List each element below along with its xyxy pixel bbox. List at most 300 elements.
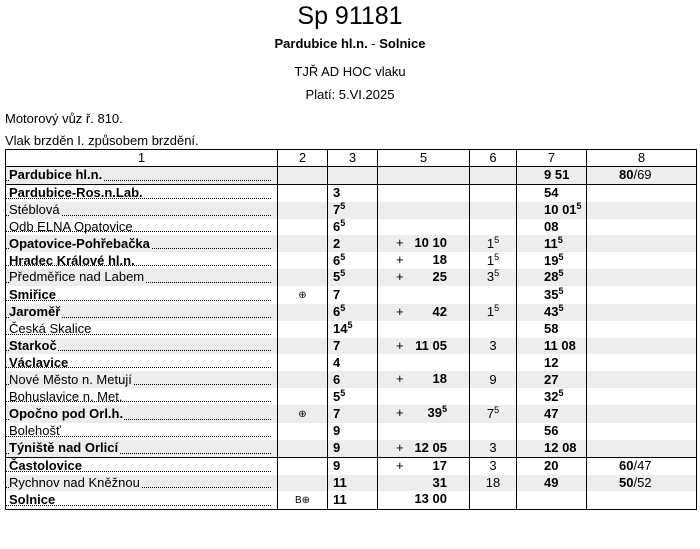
arrival-time [433,458,447,474]
arrival-time-value: 25 [432,269,447,285]
arrival-cell [378,286,470,304]
running-time-cell [328,457,378,474]
departure-cell [517,371,587,388]
speed-limit: 50 [619,474,634,490]
running-time: 6 [333,304,341,320]
arrival-time-value: 11 05 [415,337,447,353]
departure-time: 11 08 [544,338,576,354]
running-time-fraction: 5 [340,252,346,262]
stop-time: 18 [485,474,501,490]
station-symbol-icon: ⊕ [298,408,307,420]
stop-time-fraction: 5 [494,235,500,245]
arrival-cell [378,235,470,252]
departure-cell [517,235,587,252]
arrival-time-fraction: 5 [441,404,447,414]
stop-time-cell [470,475,517,492]
station-name: Pardubice-Ros.n.Lab. [9,185,143,201]
arrival-time-value: 13 00 [414,491,447,507]
departure-cell [517,304,587,321]
table-row [6,286,697,304]
departure-time: 43 [544,304,559,320]
running-time-cell [328,286,378,304]
symbol-cell [278,202,328,219]
departure-time: 20 [544,458,559,474]
station-cell [6,269,278,286]
table-row [6,167,697,185]
station-name: Starkoč [9,338,57,354]
running-time-cell [328,475,378,492]
running-time: 14 [333,321,348,337]
running-time-fraction: 5 [340,388,346,398]
stop-time-cell [470,321,517,338]
arrival-cell [378,184,470,201]
departure-time-fraction: 5 [576,201,582,212]
departure-time-fraction: 5 [558,388,564,398]
arrival-time [433,252,447,268]
departure-cell [517,405,587,423]
station-name: Odb ELNA Opatovice [9,218,133,234]
vehicle-note: Motorový vůz ř. 810. [5,111,123,126]
speed-cell [587,235,697,252]
departure-cell [517,286,587,304]
stop-time-fraction: 5 [494,404,500,415]
departure-time: 08 [544,218,559,234]
speed-cell [587,252,697,269]
symbol-cell [278,219,328,236]
running-time: 4 [333,354,341,370]
speed-cell [587,286,697,304]
departure-time-fraction: 5 [558,269,564,279]
speed-limit-secondary: /47 [633,458,652,474]
departure-cell [517,388,587,405]
symbol-cell [278,423,328,440]
arrival-time [414,491,447,507]
running-time: 6 [333,218,341,234]
timetable [5,149,697,510]
arrival-time [433,371,447,387]
route-separator: - [367,36,380,51]
running-time-fraction: 5 [340,269,346,279]
departure-time: 10 01 [544,202,577,218]
stop-time: 7 [486,405,495,421]
table-row [6,475,697,492]
stop-time: 3 [489,338,497,354]
speed-cell [587,219,697,236]
departure-cell [517,202,587,219]
arrival-time [414,235,447,251]
station-name: Pardubice hl.n. [9,167,103,183]
validity-date: Platí: 5.VI.2025 [305,87,395,102]
arrival-sign: + [396,252,404,268]
stop-time: 9 [489,371,497,387]
arrival-sign: + [396,457,404,473]
arrival-sign: + [396,303,404,319]
arrival-time-value: 10 10 [414,235,447,251]
departure-cell [517,321,587,338]
running-time-cell [328,202,378,219]
running-time-cell [328,440,378,457]
arrival-time-value: 12 05 [414,439,447,455]
running-time-cell [328,321,378,338]
speed-cell [587,338,697,355]
running-time: 5 [333,388,341,404]
station-name: Nové Město n. Metují [9,371,132,387]
departure-cell [517,338,587,355]
station-name: Česká Skalice [9,321,92,337]
speed-cell [587,354,697,371]
stop-time-cell [470,338,517,355]
table-row [6,388,697,405]
symbol-cell [278,321,328,338]
col-header: 8 [587,150,697,167]
table-row [6,321,697,338]
running-time-cell [328,491,378,510]
station-cell [6,304,278,321]
station-cell [6,286,278,304]
timetable-body [6,167,697,510]
departure-time-fraction: 5 [557,235,563,245]
stop-time-cell [470,219,517,236]
stop-time-cell [470,235,517,252]
stop-time-cell [470,304,517,321]
arrival-time [414,440,447,456]
running-time-cell [328,167,378,185]
symbol-cell [278,167,328,185]
departure-cell [517,252,587,269]
speed-cell [587,269,697,286]
col-header: 3 [328,150,378,167]
speed-limit-secondary: /52 [633,474,652,490]
arrival-cell [378,219,470,236]
symbol-cell [278,184,328,201]
station-cell [6,235,278,252]
station-cell [6,184,278,201]
station-name: Častolovice [9,458,82,474]
symbol-cell [278,286,328,304]
speed-cell [587,405,697,423]
departure-cell [517,440,587,457]
station-name: Jaroměř [9,304,61,320]
table-row [6,184,697,201]
stop-time-cell [470,423,517,440]
stop-time-cell [470,440,517,457]
arrival-time-value: 17 [432,457,447,473]
departure-time: 54 [544,185,559,201]
departure-cell [517,167,587,185]
symbol-cell [278,405,328,423]
arrival-time-value: 39 [427,404,442,420]
running-time: 7 [333,338,341,354]
stop-time-cell [470,405,517,423]
departure-cell [517,184,587,201]
departure-time: 49 [544,474,559,490]
speed-limit-secondary: /69 [633,167,652,183]
arrival-cell [378,338,470,355]
braking-note: Vlak brzděn I. způsobem brzdění. [5,133,199,148]
arrival-cell [378,167,470,185]
table-row [6,354,697,371]
stop-time-cell [470,269,517,286]
station-cell [6,167,278,185]
running-time-cell [328,184,378,201]
departure-time-fraction: 5 [558,252,564,262]
running-time-cell [328,235,378,252]
departure-cell [517,354,587,371]
station-name: Solnice [9,492,56,508]
station-name: Václavice [9,354,69,370]
stop-time: 1 [486,304,495,320]
station-cell [6,457,278,474]
arrival-sign: + [396,269,404,285]
arrival-cell [378,457,470,474]
timetable-type: TJŘ AD HOC vlaku [294,64,406,79]
speed-cell [587,304,697,321]
stop-time-cell [470,167,517,185]
running-time-fraction: 5 [340,218,346,228]
station-cell [6,475,278,492]
arrival-sign: + [396,337,404,353]
arrival-time [433,304,447,320]
stop-time: 1 [486,252,495,268]
departure-time: 32 [544,388,559,404]
departure-cell [517,491,587,510]
station-cell [6,423,278,440]
station-name: Bolehošť [9,423,61,439]
speed-cell [587,321,697,338]
stop-time-cell [470,184,517,201]
departure-time-fraction: 5 [558,303,564,314]
header-row [6,150,697,167]
route-from: Pardubice hl.n. [274,36,368,51]
station-cell [6,405,278,423]
departure-time-fraction: 5 [558,285,564,296]
departure-time: 58 [544,321,559,337]
arrival-cell [378,354,470,371]
running-time: 2 [333,235,341,251]
table-row [6,269,697,286]
symbol-cell [278,440,328,457]
symbol-cell [278,475,328,492]
arrival-time-value: 42 [432,303,447,319]
symbol-cell [278,338,328,355]
running-time: 6 [333,252,341,268]
speed-cell [587,184,697,201]
running-time: 6 [333,371,341,387]
running-time-cell [328,252,378,269]
arrival-cell [378,304,470,321]
stop-time-cell [470,457,517,474]
stop-time-cell [470,491,517,510]
station-cell [6,219,278,236]
running-time: 7 [333,405,341,421]
arrival-cell [378,388,470,405]
station-name: Bohuslavice n. Met. [9,388,123,404]
arrival-cell [378,440,470,457]
station-cell [6,371,278,388]
symbol-cell [278,457,328,474]
speed-cell [587,202,697,219]
running-time-fraction: 5 [347,320,353,331]
station-cell [6,388,278,405]
departure-time: 47 [544,405,559,421]
symbol-cell [278,252,328,269]
running-time: 7 [333,286,341,302]
departure-cell [517,219,587,236]
running-time-fraction: 5 [340,303,346,314]
table-row [6,304,697,321]
speed-cell [587,371,697,388]
stop-time-fraction: 5 [494,269,500,279]
arrival-cell [378,269,470,286]
table-row [6,338,697,355]
stop-time: 3 [486,269,495,285]
arrival-time [433,475,447,491]
table-row [6,202,697,219]
symbol-cell [278,388,328,405]
train-route [0,36,700,51]
speed-cell [587,167,697,185]
departure-cell [517,423,587,440]
table-row [6,235,697,252]
col-header: 5 [378,150,470,167]
speed-cell [587,457,697,474]
running-time-cell [328,269,378,286]
route-to: Solnice [379,36,426,51]
arrival-cell [378,321,470,338]
departure-time: 35 [544,286,559,302]
running-time-cell [328,371,378,388]
arrival-cell [378,252,470,269]
running-time-cell [328,338,378,355]
station-name: Stéblová [9,202,60,218]
symbol-cell [278,371,328,388]
departure-time: 28 [544,269,559,285]
train-number: Sp 91181 [297,2,403,30]
arrival-time [433,269,447,285]
table-row [6,423,697,440]
stop-time-cell [470,202,517,219]
arrival-time [415,338,447,354]
arrival-time-value: 31 [432,474,447,490]
departure-time: 9 51 [544,167,570,183]
arrival-time-value: 18 [432,371,447,387]
speed-limit: 60 [619,458,634,474]
running-time: 11 [333,474,347,490]
station-cell [6,338,278,355]
stop-time-cell [470,286,517,304]
symbol-cell [278,354,328,371]
station-name: Smiřice [9,286,56,302]
station-cell [6,354,278,371]
arrival-sign: + [396,439,404,455]
table-row [6,491,697,510]
running-time: 3 [333,185,341,201]
departure-cell [517,475,587,492]
running-time: 9 [333,458,341,474]
arrival-cell [378,475,470,492]
speed-cell [587,440,697,457]
table-row [6,405,697,423]
departure-time: 19 [544,252,559,268]
running-time-fraction: 5 [340,201,346,212]
stop-time-cell [470,371,517,388]
running-time-cell [328,304,378,321]
speed-cell [587,475,697,492]
running-time: 7 [333,202,341,218]
running-time: 11 [333,492,347,508]
station-cell [6,440,278,457]
station-cell [6,491,278,510]
arrival-time-value: 18 [432,252,447,268]
station-name: Opatovice-Pohřebačka [9,235,150,251]
arrival-cell [378,423,470,440]
station-cell [6,321,278,338]
table-row [6,457,697,474]
symbol-cell [278,304,328,321]
table-row [6,219,697,236]
col-header: 7 [517,150,587,167]
running-time-cell [328,405,378,423]
table-row [6,440,697,457]
departure-time: 12 [544,354,559,370]
station-name: Opočno pod Orl.h. [9,405,124,421]
running-time-cell [328,388,378,405]
running-time-cell [328,354,378,371]
col-header: 2 [278,150,328,167]
arrival-cell [378,202,470,219]
departure-time: 11 [544,235,558,251]
station-symbol-icon: B⊕ [294,495,311,507]
table-row [6,371,697,388]
speed-cell [587,491,697,510]
col-header: 6 [470,150,517,167]
arrival-sign: + [396,371,404,387]
departure-cell [517,269,587,286]
stop-time-cell [470,354,517,371]
arrival-cell [378,405,470,423]
departure-time: 56 [544,423,559,439]
symbol-cell [278,235,328,252]
station-name: Předměřice nad Labem [9,269,145,285]
arrival-cell [378,371,470,388]
station-name: Hradec Králové hl.n. [9,252,135,268]
running-time-cell [328,219,378,236]
departure-time: 27 [544,371,559,387]
arrival-cell [378,491,470,510]
running-time: 5 [333,269,341,285]
arrival-sign: + [396,404,404,420]
speed-cell [587,423,697,440]
station-name: Týniště nad Orlicí [9,440,119,456]
running-time: 9 [333,423,341,439]
table-row [6,252,697,269]
symbol-cell [278,269,328,286]
stop-time: 3 [489,440,497,456]
col-header: 1 [6,150,278,167]
station-name: Rychnov nad Kněžnou [9,474,140,490]
stop-time-cell [470,388,517,405]
running-time-cell [328,423,378,440]
stop-time-fraction: 5 [494,252,500,262]
station-cell [6,202,278,219]
speed-limit: 80 [619,167,634,183]
arrival-time [428,405,447,421]
symbol-cell [278,491,328,510]
departure-time: 12 08 [544,440,577,456]
stop-time: 3 [489,458,497,474]
stop-time-cell [470,252,517,269]
station-cell [6,252,278,269]
